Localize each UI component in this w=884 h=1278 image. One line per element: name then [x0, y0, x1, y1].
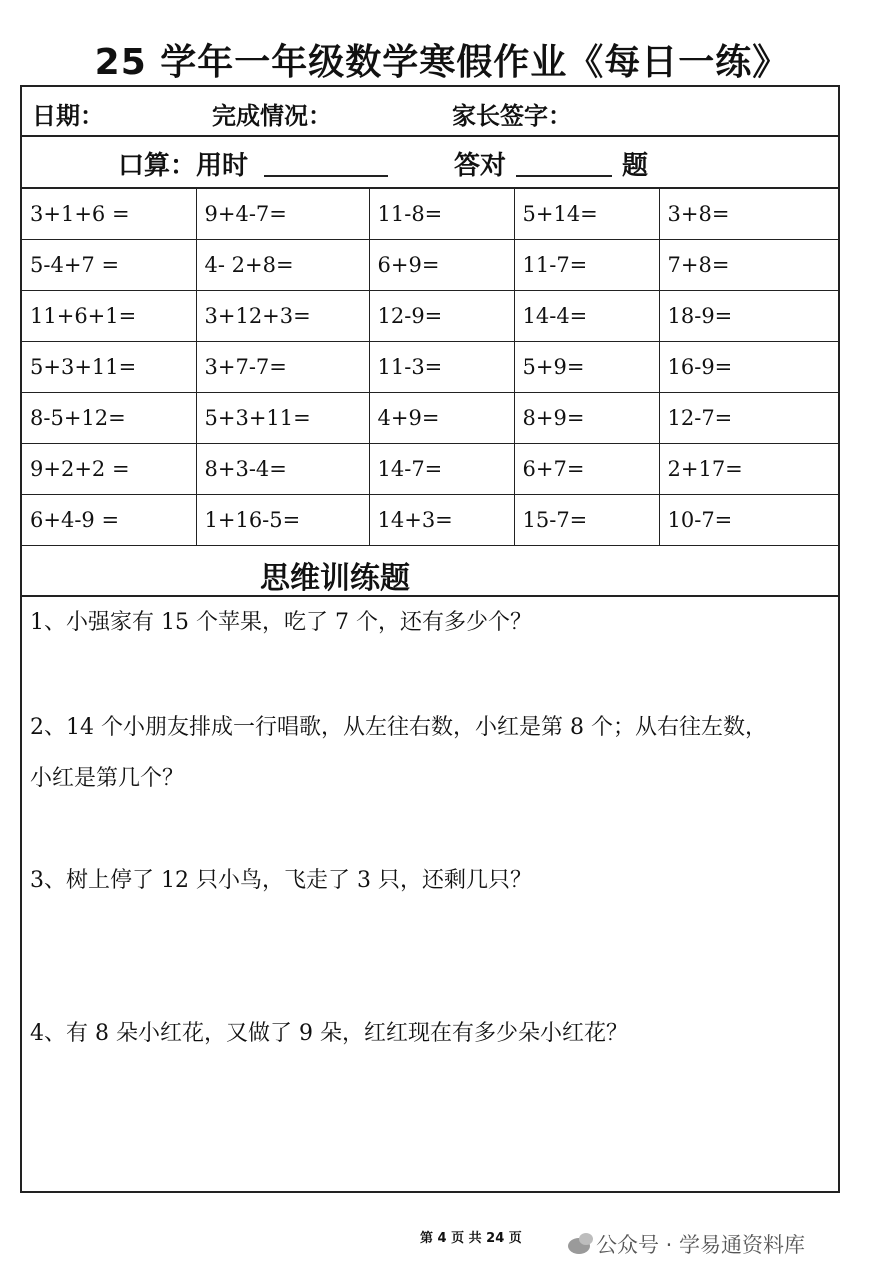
calc-cell: 8-5+12= [22, 393, 196, 444]
calc-cell: 11-8= [369, 189, 514, 240]
calc-cell: 18-9= [659, 291, 838, 342]
calc-cell: 6+9= [369, 240, 514, 291]
calc-row [22, 240, 838, 291]
thinking-heading-row [22, 547, 838, 597]
calc-row [22, 342, 838, 393]
worksheet [20, 85, 840, 1193]
watermark [568, 1229, 805, 1259]
correct-label: 答对 [454, 151, 507, 181]
calc-cell: 9+4-7= [196, 189, 369, 240]
calc-cell: 14-7= [369, 444, 514, 495]
question-1: 1、小强家有 15 个苹果，吃了 7 个，还有多少个？ [30, 610, 532, 635]
oral-row [22, 137, 838, 189]
calc-cell: 11+6+1= [22, 291, 196, 342]
calc-cell: 8+3-4= [196, 444, 369, 495]
calc-cell: 6+7= [514, 444, 659, 495]
question-3: 3、树上停了 12 只小鸟，飞走了 3 只，还剩几只？ [30, 868, 532, 893]
question-2: 2、14 个小朋友排成一行唱歌，从左往右数，小红是第 8 个；从右往左数， [30, 715, 767, 740]
calc-cell: 3+8= [659, 189, 838, 240]
date-label: 日期： [32, 102, 104, 130]
calc-cell: 10-7= [659, 495, 838, 546]
calc-row [22, 495, 838, 546]
calc-cell: 6+4-9 = [22, 495, 196, 546]
page-footer: 第 4 页 共 24 页 [420, 1231, 522, 1246]
parent-sign-label: 家长签字： [452, 102, 572, 130]
watermark-text: 公众号 · 学易通资料库 [596, 1233, 806, 1257]
calc-cell: 5+9= [514, 342, 659, 393]
calc-cell: 5+3+11= [196, 393, 369, 444]
thinking-heading: 思维训练题 [260, 561, 410, 596]
question-unit: 题 [622, 151, 649, 181]
calc-row [22, 291, 838, 342]
calc-row [22, 393, 838, 444]
calc-cell: 12-9= [369, 291, 514, 342]
page-title: 25 学年一年级数学寒假作业《每日一练》 [94, 42, 790, 83]
question-2-cont: 小红是第几个？ [30, 766, 185, 791]
calc-row [22, 189, 838, 240]
correct-blank[interactable] [516, 145, 612, 177]
calc-cell: 4- 2+8= [196, 240, 369, 291]
calc-cell: 4+9= [369, 393, 514, 444]
calc-cell: 11-3= [369, 342, 514, 393]
calc-table [22, 189, 838, 546]
calc-cell: 2+17= [659, 444, 838, 495]
calc-cell: 9+2+2 = [22, 444, 196, 495]
calc-cell: 5-4+7 = [22, 240, 196, 291]
calc-cell: 16-9= [659, 342, 838, 393]
calc-cell: 3+7-7= [196, 342, 369, 393]
calc-row [22, 444, 838, 495]
calc-cell: 1+16-5= [196, 495, 369, 546]
calc-cell: 15-7= [514, 495, 659, 546]
calc-cell: 5+3+11= [22, 342, 196, 393]
calc-cell: 14+3= [369, 495, 514, 546]
calc-cell: 14-4= [514, 291, 659, 342]
info-row [22, 87, 838, 137]
calc-cell: 5+14= [514, 189, 659, 240]
calc-cell: 3+1+6 = [22, 189, 196, 240]
wechat-icon [568, 1238, 590, 1254]
oral-time-label: 口算：用时 [118, 151, 249, 181]
calc-cell: 11-7= [514, 240, 659, 291]
time-blank[interactable] [264, 145, 388, 177]
calc-cell: 7+8= [659, 240, 838, 291]
calc-cell: 3+12+3= [196, 291, 369, 342]
status-label: 完成情况： [212, 102, 332, 130]
question-4: 4、有 8 朵小红花，又做了 9 朵，红红现在有多少朵小红花？ [30, 1021, 628, 1046]
calc-cell: 12-7= [659, 393, 838, 444]
calc-cell: 8+9= [514, 393, 659, 444]
